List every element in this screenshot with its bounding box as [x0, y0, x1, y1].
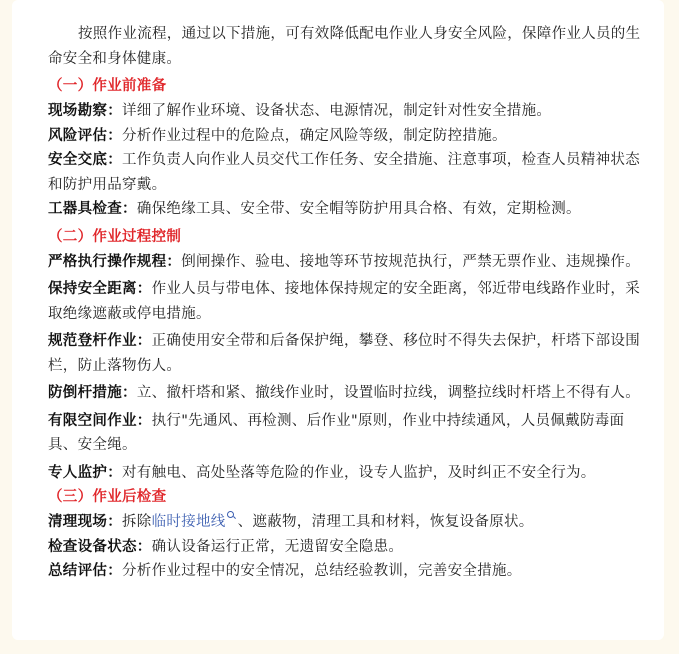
intro-paragraph: 按照作业流程，通过以下措施，可有效降低配电作业人身安全风险，保障作业人员的生命安全和身体健康。	[48, 26, 641, 67]
list-item	[48, 250, 646, 275]
list-item	[48, 409, 646, 458]
item-text: 、遮蔽物，清理工具和材料，恢复设备原状。	[237, 514, 534, 530]
item-term: 有限空间作业：	[48, 412, 152, 429]
section-process-control	[48, 225, 646, 486]
item-text: 详细了解作业环境、设备状态、电源情况，制定针对性安全措施。	[122, 103, 552, 119]
section-heading: （一）作业前准备	[48, 78, 167, 94]
item-text: 分析作业过程中的危险点，确定风险等级，制定防控措施。	[122, 127, 507, 144]
list-item	[48, 535, 646, 560]
item-term: 工器具检查：	[48, 201, 137, 217]
list-item	[48, 559, 646, 584]
list-item	[48, 124, 646, 149]
list-item	[48, 381, 646, 406]
section-heading: （三）作业后检查	[48, 489, 167, 505]
item-text: 确保绝缘工具、安全带、安全帽等防护用具合格、有效，定期检测。	[136, 201, 581, 217]
item-term: 检查设备状态：	[48, 538, 152, 555]
item-term: 专人监护：	[48, 464, 122, 481]
list-item	[48, 99, 646, 124]
item-term: 现场勘察：	[48, 103, 122, 119]
search-icon[interactable]	[227, 511, 236, 520]
item-text: 正确使用安全带和后备保护绳，攀登、移位时不得失去保护，杆塔下部设围栏，防止落物伤人。	[48, 333, 641, 374]
item-text: 分析作业过程中的安全情况，总结经验教训，完善安全措施。	[122, 563, 522, 579]
item-term: 防倒杆措施：	[48, 385, 137, 401]
section-preparation	[48, 74, 646, 222]
item-term: 严格执行操作规程：	[48, 253, 182, 270]
item-text-before-link: 拆除	[122, 514, 152, 530]
item-term: 清理现场：	[48, 514, 122, 530]
section-heading: （二）作业过程控制	[48, 228, 182, 245]
item-term: 总结评估：	[48, 563, 122, 579]
item-term: 安全交底：	[48, 152, 122, 168]
item-text: 倒闸操作、验电、接地等环节按规范执行，严禁无票作业、违规操作。	[181, 253, 640, 270]
item-term: 规范登杆作业：	[48, 333, 152, 349]
item-text: 工作负责人向作业人员交代工作任务、安全措施、注意事项，检查人员精神状态和防护用品穿戴。	[48, 152, 640, 193]
article-body	[12, 0, 664, 640]
list-item	[48, 148, 646, 197]
list-item	[48, 197, 646, 222]
list-item	[48, 277, 646, 326]
list-item	[48, 510, 646, 535]
item-text: 对有触电、高处坠落等危险的作业，设专人监护，及时纠正不安全行为。	[122, 464, 596, 481]
section-post-check	[48, 485, 646, 584]
item-text: 确认设备运行正常，无遗留安全隐患。	[151, 538, 404, 555]
item-text: 立、撤杆塔和紧、撤线作业时，设置临时拉线，调整拉线时杆塔上不得有人。	[136, 385, 641, 401]
item-text: 执行"先通风、再检测、后作业"原则，作业中持续通风，人员佩戴防毒面具、安全绳。	[48, 412, 625, 453]
item-term: 保持安全距离：	[48, 281, 152, 297]
list-item	[48, 461, 646, 486]
keyword-link[interactable]: 临时接地线	[151, 514, 226, 530]
item-text: 作业人员与带电体、接地体保持规定的安全距离，邻近带电线路作业时，采取绝缘遮蔽或停电措施。	[48, 281, 641, 322]
item-term: 风险评估：	[48, 127, 122, 144]
list-item	[48, 329, 646, 378]
